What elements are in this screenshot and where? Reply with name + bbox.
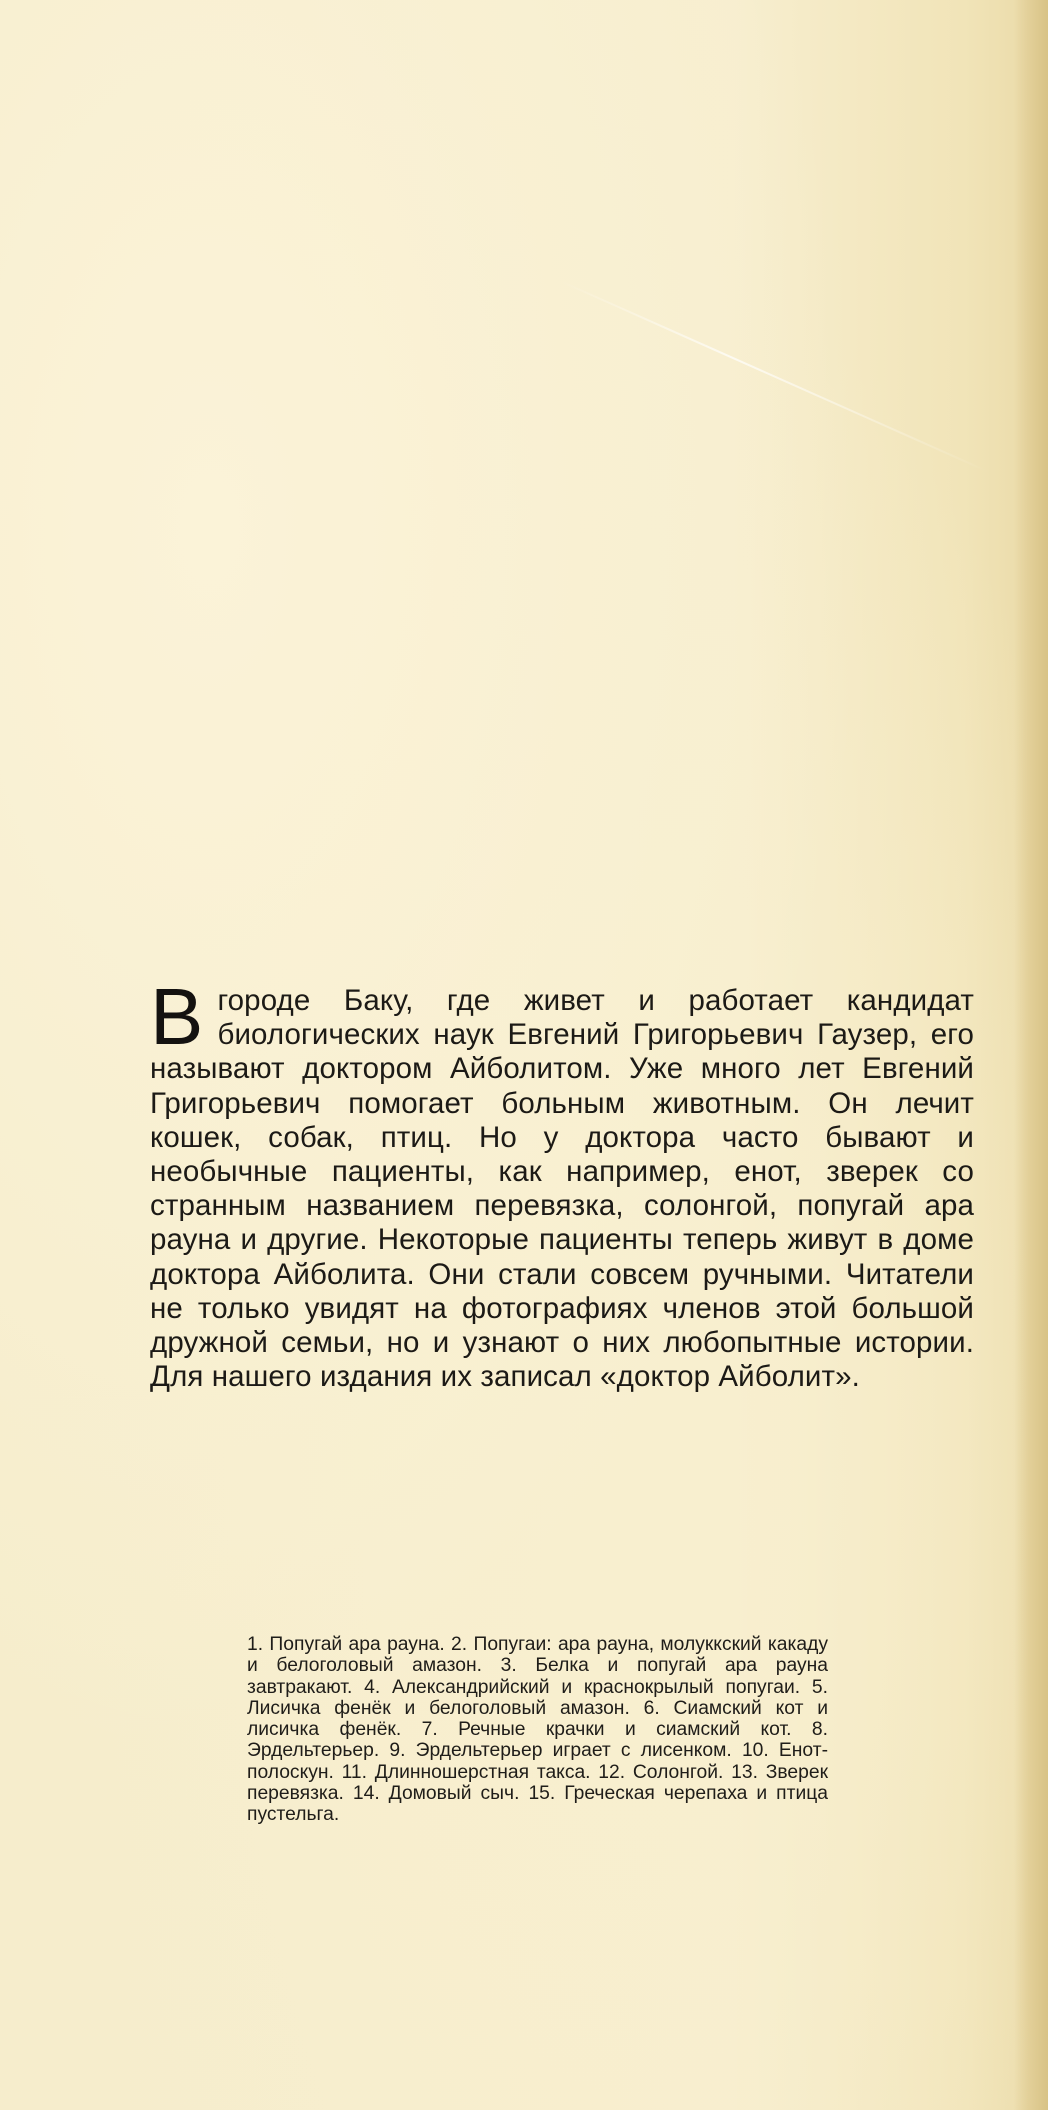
intro-paragraph — [150, 972, 974, 1394]
drop-cap: В — [150, 972, 204, 1061]
photo-captions: 1. Попугай ара рауна. 2. Попугаи: ара рауна, молуккский какаду и белоголовый амазон. 3. Белка и попугай ара рауна завтракают. 4. Александрийский и краснокрылый попугаи. 5. Лисичка фенёк и белоголовый амазон. 6. Сиамский кот и лисичка фенёк. 7. Речные крачки и сиамский кот. 8. Эрдельтерьер. 9. Эрдельтерьер играет с лисенком. 10. Енот-полоскун. 11. Длинношерстная такса. 12. Солонгой. 13. Зверек перевязка. 14. Домовый сыч. 15. Греческая черепаха и птица пустельга. — [247, 1634, 828, 1826]
intro-text: городе Баку, где живет и работает кандидат биологических наук Евгений Григорьевич Гаузер, его называют доктором Айболитом. Уже много лет Евгений Григорьевич помогает больным животным. Он лечит кошек, собак, птиц. Но у доктора часто бывают и необычные пациенты, как например, енот, зверек со странным названием перевязка, солонгой, попугай ара рауна и другие. Некоторые пациенты теперь живут в доме доктора Айболита. Они стали совсем ручными. Читатели не только увидят на фотографиях членов этой большой дружной семьи, но и узнают о них любопытные истории. Для нашего издания их записал «доктор Айболит». — [150, 984, 974, 1394]
cover-spine-edge — [1014, 0, 1048, 2110]
cover-crease — [560, 280, 990, 473]
